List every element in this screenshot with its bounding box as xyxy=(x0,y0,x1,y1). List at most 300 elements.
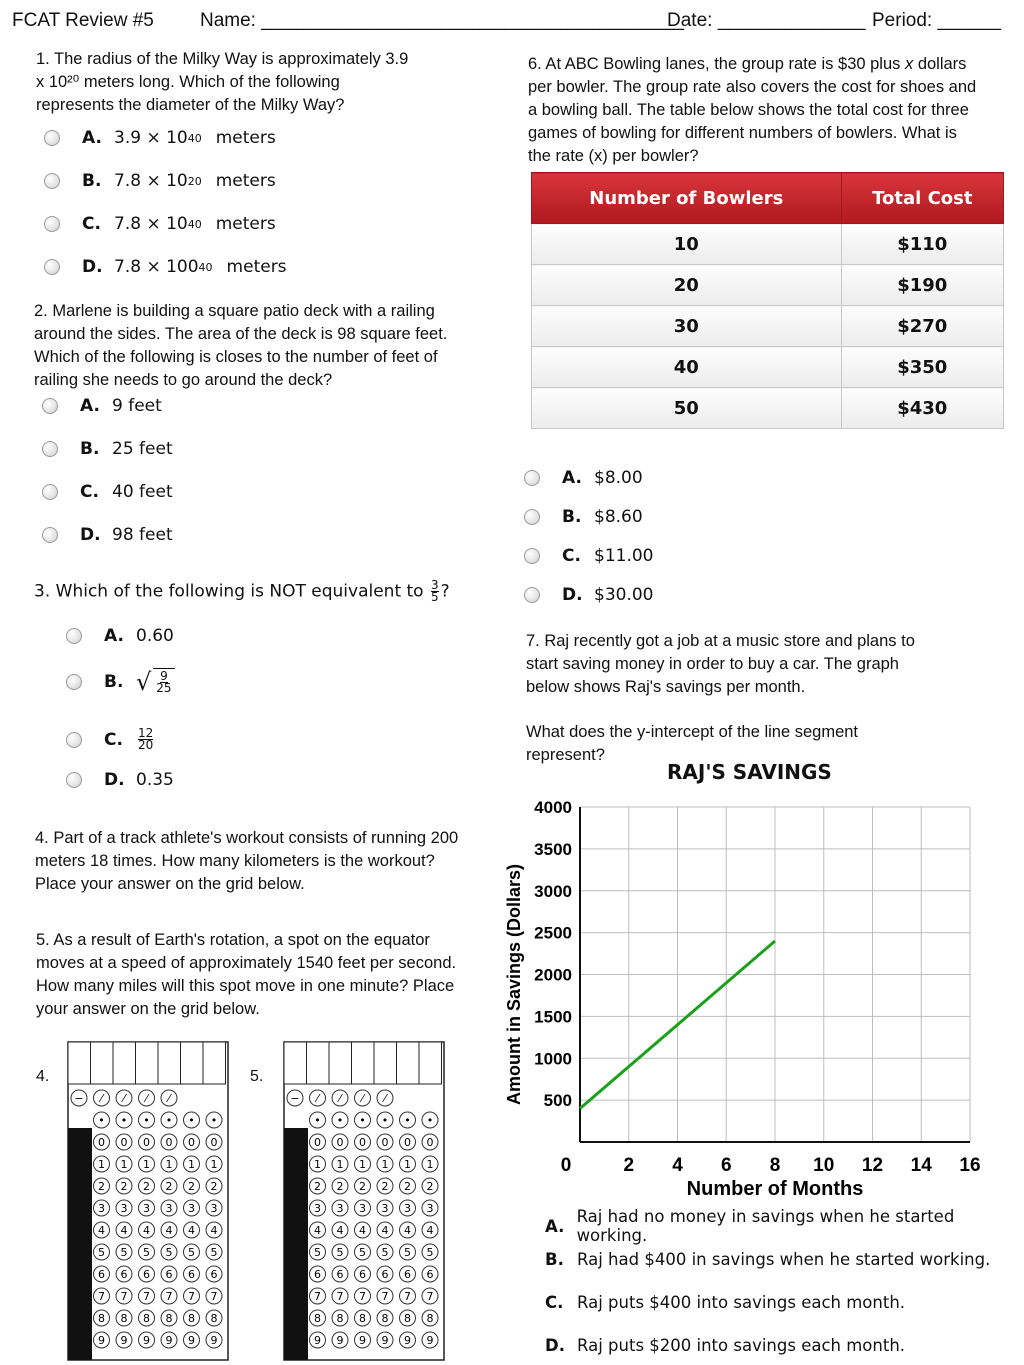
grid5-answer-box[interactable] xyxy=(329,1042,352,1084)
grid5-digit-bubble[interactable] xyxy=(332,1266,348,1282)
worksheet-title: FCAT Review #5 xyxy=(12,10,154,31)
grid4-digit-bubble[interactable] xyxy=(184,1266,200,1282)
svg-text:⁄: ⁄ xyxy=(316,1092,319,1105)
grid4-digit-bubble[interactable] xyxy=(139,1156,155,1172)
svg-text:7: 7 xyxy=(98,1290,105,1303)
grid5-digit-bubble[interactable] xyxy=(377,1222,393,1238)
option-value: $30.00 xyxy=(594,585,654,605)
option-letter: A. xyxy=(80,396,100,416)
svg-text:8: 8 xyxy=(210,1312,218,1325)
grid4-digit-bubble[interactable] xyxy=(184,1244,200,1260)
svg-text:5: 5 xyxy=(143,1246,150,1259)
grid5-digit-bubble[interactable] xyxy=(355,1156,371,1172)
grid5-digit-bubble[interactable] xyxy=(332,1310,348,1326)
grid4-digit-bubble[interactable] xyxy=(94,1310,110,1326)
grid5-digit-bubble[interactable] xyxy=(377,1332,393,1348)
svg-text:3: 3 xyxy=(359,1202,366,1215)
grid4-digit-bubble[interactable] xyxy=(94,1222,110,1238)
radio-button[interactable] xyxy=(44,259,60,275)
grid5-digit-bubble[interactable] xyxy=(332,1222,348,1238)
grid4-digit-bubble[interactable] xyxy=(161,1200,177,1216)
svg-text:8: 8 xyxy=(165,1312,173,1325)
q1-option-a[interactable] xyxy=(44,128,276,148)
svg-text:9: 9 xyxy=(165,1334,173,1347)
grid5-decimal-bubble[interactable] xyxy=(310,1112,326,1128)
svg-text:6: 6 xyxy=(314,1268,321,1281)
grid4-digit-bubble[interactable] xyxy=(184,1332,200,1348)
grid5-digit-bubble[interactable] xyxy=(355,1200,371,1216)
grid5-digit-bubble[interactable] xyxy=(310,1178,326,1194)
svg-text:0: 0 xyxy=(404,1136,411,1149)
grid4-digit-bubble[interactable] xyxy=(116,1332,132,1348)
svg-text:9: 9 xyxy=(359,1334,366,1347)
q3-option-c[interactable] xyxy=(66,728,155,751)
cost-cell: $430 xyxy=(841,388,1003,429)
grid4-decimal-bubble[interactable] xyxy=(139,1112,155,1128)
grid4-answer-box[interactable] xyxy=(91,1042,114,1084)
svg-text:8: 8 xyxy=(381,1312,389,1325)
grid5-decimal-bubble[interactable] xyxy=(377,1112,393,1128)
option-value: 9 feet xyxy=(112,396,162,416)
grid4-slash-bubble[interactable] xyxy=(116,1090,132,1106)
svg-text:8: 8 xyxy=(336,1312,344,1325)
svg-text:2: 2 xyxy=(143,1180,150,1193)
grid5-digit-bubble[interactable] xyxy=(377,1178,393,1194)
option-letter: B. xyxy=(104,672,124,692)
grid4-digit-bubble[interactable] xyxy=(139,1310,155,1326)
svg-text:4: 4 xyxy=(188,1224,195,1237)
grid4-digit-bubble[interactable] xyxy=(116,1244,132,1260)
grid5-digit-bubble[interactable] xyxy=(422,1332,438,1348)
grid4-answer-box[interactable] xyxy=(68,1042,91,1084)
grid4-digit-bubble[interactable] xyxy=(206,1288,222,1304)
svg-text:⁄: ⁄ xyxy=(361,1092,364,1105)
svg-text:8: 8 xyxy=(314,1312,321,1325)
grid4-digit-bubble[interactable] xyxy=(139,1178,155,1194)
grid4-decimal-bubble[interactable] xyxy=(94,1112,110,1128)
grid5-digit-bubble[interactable] xyxy=(332,1178,348,1194)
q6-option-c[interactable] xyxy=(524,546,653,566)
grid4-answer-box[interactable] xyxy=(158,1042,181,1084)
svg-text:7: 7 xyxy=(359,1290,366,1303)
grid4-digit-bubble[interactable] xyxy=(116,1310,132,1326)
table-row xyxy=(532,306,1004,347)
svg-text:5: 5 xyxy=(336,1246,344,1259)
grid4-slash-bubble[interactable] xyxy=(161,1090,177,1106)
q1-option-c[interactable] xyxy=(44,214,276,234)
svg-text:•: • xyxy=(120,1114,128,1127)
grid4-digit-bubble[interactable] xyxy=(94,1200,110,1216)
svg-text:6: 6 xyxy=(404,1268,411,1281)
radio-button[interactable] xyxy=(42,527,58,543)
svg-text:3: 3 xyxy=(210,1202,218,1215)
grid5-answer-box[interactable] xyxy=(419,1042,442,1084)
chart-title: RAJ'S SAVINGS xyxy=(667,760,832,784)
grid5-decimal-bubble[interactable] xyxy=(332,1112,348,1128)
grid4-digit-bubble[interactable] xyxy=(94,1332,110,1348)
svg-text:⁄: ⁄ xyxy=(123,1092,125,1105)
grid4-digit-bubble[interactable] xyxy=(161,1134,177,1150)
grid4-digit-bubble[interactable] xyxy=(206,1134,222,1150)
grid4-digit-bubble[interactable] xyxy=(161,1178,177,1194)
grid4-digit-bubble[interactable] xyxy=(161,1310,177,1326)
grid4-answer-box[interactable] xyxy=(203,1042,226,1084)
grid5-digit-bubble[interactable] xyxy=(377,1266,393,1282)
q2-option-a[interactable] xyxy=(42,396,162,416)
svg-text:9: 9 xyxy=(404,1334,411,1347)
radio-button[interactable] xyxy=(66,732,82,748)
option-letter: C. xyxy=(545,1293,564,1312)
grid4-digit-bubble[interactable] xyxy=(206,1332,222,1348)
q6-option-d[interactable] xyxy=(524,585,653,605)
option-letter: D. xyxy=(80,525,101,545)
svg-text:1: 1 xyxy=(426,1158,434,1171)
cost-cell: $190 xyxy=(841,265,1003,306)
grid5-digit-bubble[interactable] xyxy=(377,1134,393,1150)
grid5-digit-bubble[interactable] xyxy=(310,1222,326,1238)
svg-text:6: 6 xyxy=(359,1268,366,1281)
y-tick-label: 500 xyxy=(543,1091,572,1111)
grid5-digit-bubble[interactable] xyxy=(355,1178,371,1194)
grid5-digit-bubble[interactable] xyxy=(310,1244,326,1260)
grid4-digit-bubble[interactable] xyxy=(116,1288,132,1304)
grid4-digit-bubble[interactable] xyxy=(139,1222,155,1238)
svg-text:3: 3 xyxy=(120,1202,128,1215)
grid5-digit-bubble[interactable] xyxy=(310,1266,326,1282)
svg-text:⁄: ⁄ xyxy=(384,1092,386,1105)
q2-option-c[interactable] xyxy=(42,482,173,502)
grid5-digit-bubble[interactable] xyxy=(332,1332,348,1348)
svg-text:9: 9 xyxy=(188,1334,195,1347)
grid5-digit-bubble[interactable] xyxy=(355,1332,371,1348)
grid5-digit-bubble[interactable] xyxy=(400,1178,416,1194)
svg-text:7: 7 xyxy=(314,1290,321,1303)
option-value: Raj had no money in savings when he started working. xyxy=(576,1207,955,1245)
q6-option-b[interactable] xyxy=(524,507,643,527)
grid4-digit-bubble[interactable] xyxy=(206,1222,222,1238)
grid5-digit-bubble[interactable] xyxy=(400,1222,416,1238)
grid5-digit-bubble[interactable] xyxy=(355,1266,371,1282)
grid5-slash-bubble[interactable] xyxy=(310,1090,326,1106)
svg-text:6: 6 xyxy=(336,1268,344,1281)
grid4-digit-bubble[interactable] xyxy=(116,1222,132,1238)
svg-text:5: 5 xyxy=(98,1246,105,1259)
svg-text:•: • xyxy=(314,1114,321,1127)
grid4-digit-bubble[interactable] xyxy=(139,1244,155,1260)
q2-option-d[interactable] xyxy=(42,525,173,545)
grid4-slash-bubble[interactable] xyxy=(139,1090,155,1106)
grid5-slash-bubble[interactable] xyxy=(377,1090,393,1106)
radio-button[interactable] xyxy=(524,587,540,603)
x-tick-label: 2 xyxy=(623,1155,635,1176)
svg-text:•: • xyxy=(359,1114,366,1127)
radio-button[interactable] xyxy=(42,484,58,500)
option-value: $8.60 xyxy=(594,507,643,527)
grid5-digit-bubble[interactable] xyxy=(332,1244,348,1260)
svg-text:3: 3 xyxy=(314,1202,321,1215)
grid5-slash-bubble[interactable] xyxy=(332,1090,348,1106)
q7-option-b[interactable] xyxy=(545,1250,990,1269)
grid5-digit-bubble[interactable] xyxy=(422,1178,438,1194)
option-letter: C. xyxy=(82,214,101,234)
q7-option-d[interactable] xyxy=(545,1336,905,1355)
grid5-digit-bubble[interactable] xyxy=(332,1200,348,1216)
grid4-digit-bubble[interactable] xyxy=(161,1156,177,1172)
q3-option-a[interactable] xyxy=(66,626,174,646)
y-tick-label: 3500 xyxy=(534,839,572,859)
grid4-digit-bubble[interactable] xyxy=(139,1332,155,1348)
svg-text:7: 7 xyxy=(210,1290,218,1303)
grid5-digit-bubble[interactable] xyxy=(422,1244,438,1260)
answer-grid-5[interactable] xyxy=(282,1040,447,1362)
q7-option-c[interactable] xyxy=(545,1293,905,1312)
grid4-digit-bubble[interactable] xyxy=(206,1266,222,1282)
svg-text:6: 6 xyxy=(120,1268,128,1281)
grid5-digit-bubble[interactable] xyxy=(310,1310,326,1326)
answer-grid-4[interactable] xyxy=(66,1040,231,1362)
grid4-answer-box[interactable] xyxy=(181,1042,204,1084)
grid5-digit-bubble[interactable] xyxy=(422,1288,438,1304)
svg-text:3: 3 xyxy=(381,1202,389,1215)
grid4-digit-bubble[interactable] xyxy=(94,1178,110,1194)
grid4-digit-bubble[interactable] xyxy=(184,1178,200,1194)
grid5-digit-bubble[interactable] xyxy=(400,1134,416,1150)
grid5-digit-bubble[interactable] xyxy=(422,1310,438,1326)
grid5-digit-bubble[interactable] xyxy=(332,1134,348,1150)
grid5-answer-box[interactable] xyxy=(284,1042,307,1084)
table-row xyxy=(532,347,1004,388)
grid4-digit-bubble[interactable] xyxy=(94,1244,110,1260)
x-tick-label: 8 xyxy=(769,1155,781,1176)
svg-text:1: 1 xyxy=(188,1158,195,1171)
grid4-digit-bubble[interactable] xyxy=(184,1310,200,1326)
grid4-digit-bubble[interactable] xyxy=(116,1266,132,1282)
grid5-digit-bubble[interactable] xyxy=(332,1156,348,1172)
name-field: Name: ________________________________________ xyxy=(200,10,684,31)
radio-button[interactable] xyxy=(66,772,82,788)
grid5-digit-bubble[interactable] xyxy=(400,1244,416,1260)
svg-text:1: 1 xyxy=(336,1158,344,1171)
grid4-digit-bubble[interactable] xyxy=(161,1332,177,1348)
grid4-digit-bubble[interactable] xyxy=(94,1288,110,1304)
radio-button[interactable] xyxy=(524,470,540,486)
grid5-slash-bubble[interactable] xyxy=(355,1090,371,1106)
svg-text:4: 4 xyxy=(314,1224,321,1237)
grid5-digit-bubble[interactable] xyxy=(355,1222,371,1238)
svg-text:9: 9 xyxy=(120,1334,128,1347)
bowlers-cell: 50 xyxy=(532,388,842,429)
grid5-digit-bubble[interactable] xyxy=(422,1200,438,1216)
radio-button[interactable] xyxy=(66,674,82,690)
option-value: 7.8 × 10 xyxy=(114,171,188,191)
grid5-digit-bubble[interactable] xyxy=(310,1288,326,1304)
grid4-digit-bubble[interactable] xyxy=(184,1200,200,1216)
grid5-decimal-bubble[interactable] xyxy=(355,1112,371,1128)
option-letter: D. xyxy=(104,770,125,790)
grid4-digit-bubble[interactable] xyxy=(184,1288,200,1304)
grid5-digit-bubble[interactable] xyxy=(377,1310,393,1326)
svg-text:9: 9 xyxy=(336,1334,344,1347)
svg-text:1: 1 xyxy=(165,1158,173,1171)
radio-button[interactable] xyxy=(66,628,82,644)
grid4-answer-box[interactable] xyxy=(113,1042,136,1084)
option-unit: meters xyxy=(215,214,276,234)
grid4-minus-bubble[interactable] xyxy=(71,1090,87,1106)
grid4-digit-bubble[interactable] xyxy=(206,1244,222,1260)
bowling-table xyxy=(531,172,1004,429)
grid5-digit-bubble[interactable] xyxy=(400,1156,416,1172)
grid4-digit-bubble[interactable] xyxy=(161,1288,177,1304)
x-tick-label: 0 xyxy=(560,1155,572,1176)
grid4-digit-bubble[interactable] xyxy=(184,1134,200,1150)
svg-text:7: 7 xyxy=(165,1290,173,1303)
grid5-digit-bubble[interactable] xyxy=(310,1332,326,1348)
grid5-answer-box[interactable] xyxy=(374,1042,397,1084)
option-letter: A. xyxy=(562,468,582,488)
grid5-digit-bubble[interactable] xyxy=(400,1310,416,1326)
grid4-digit-bubble[interactable] xyxy=(116,1200,132,1216)
option-exponent: 40 xyxy=(187,131,202,145)
svg-text:1: 1 xyxy=(381,1158,389,1171)
grid5-digit-bubble[interactable] xyxy=(377,1156,393,1172)
q3-option-b[interactable] xyxy=(66,668,177,696)
grid4-decimal-bubble[interactable] xyxy=(161,1112,177,1128)
sqrt-expression: √ $\frac{9}{25}$ xyxy=(136,668,177,696)
svg-text:4: 4 xyxy=(98,1224,105,1237)
grid5-digit-bubble[interactable] xyxy=(355,1134,371,1150)
svg-text:6: 6 xyxy=(98,1268,105,1281)
option-value: 0.60 xyxy=(136,626,174,646)
grid4-answer-box[interactable] xyxy=(136,1042,159,1084)
grid4-digit-bubble[interactable] xyxy=(206,1156,222,1172)
sqrt-icon: √ xyxy=(136,668,152,696)
grid5-digit-bubble[interactable] xyxy=(355,1310,371,1326)
grid5-digit-bubble[interactable] xyxy=(310,1156,326,1172)
bowlers-cell: 30 xyxy=(532,306,842,347)
svg-text:8: 8 xyxy=(98,1312,105,1325)
svg-text:4: 4 xyxy=(359,1224,366,1237)
grid4-slash-bubble[interactable] xyxy=(94,1090,110,1106)
question-4-text: 4. Part of a track athlete's workout consists of running 200 meters 18 times. How many kilometers is the workout? Place your answer on the grid below. xyxy=(35,829,459,893)
svg-text:2: 2 xyxy=(210,1180,218,1193)
column-header-bowlers: Number of Bowlers xyxy=(532,173,842,224)
x-tick-label: 6 xyxy=(720,1155,732,1176)
svg-text:3: 3 xyxy=(336,1202,344,1215)
grid4-digit-bubble[interactable] xyxy=(139,1266,155,1282)
grid-label-5: 5. xyxy=(250,1068,264,1085)
grid4-digit-bubble[interactable] xyxy=(139,1200,155,1216)
grid5-digit-bubble[interactable] xyxy=(355,1288,371,1304)
svg-text:•: • xyxy=(210,1114,218,1127)
grid5-answer-box[interactable] xyxy=(397,1042,420,1084)
grid5-digit-bubble[interactable] xyxy=(310,1134,326,1150)
option-letter: C. xyxy=(104,729,123,750)
fraction: $\frac{12}{20}$ xyxy=(138,726,154,752)
svg-text:5: 5 xyxy=(359,1246,366,1259)
svg-text:1: 1 xyxy=(314,1158,321,1171)
grid5-digit-bubble[interactable] xyxy=(422,1266,438,1282)
grid4-digit-bubble[interactable] xyxy=(139,1134,155,1150)
radio-button[interactable] xyxy=(44,173,60,189)
grid5-digit-bubble[interactable] xyxy=(377,1244,393,1260)
grid4-digit-bubble[interactable] xyxy=(184,1156,200,1172)
grid4-digit-bubble[interactable] xyxy=(184,1222,200,1238)
option-unit: meters xyxy=(215,171,276,191)
grid4-digit-bubble[interactable] xyxy=(94,1266,110,1282)
q1-option-d[interactable] xyxy=(44,257,287,277)
grid4-digit-bubble[interactable] xyxy=(94,1156,110,1172)
grid5-minus-bubble[interactable] xyxy=(287,1090,303,1106)
svg-text:1: 1 xyxy=(210,1158,218,1171)
grid4-digit-bubble[interactable] xyxy=(206,1178,222,1194)
grid5-digit-bubble[interactable] xyxy=(377,1200,393,1216)
grid4-digit-bubble[interactable] xyxy=(139,1288,155,1304)
grid5-digit-bubble[interactable] xyxy=(332,1288,348,1304)
option-value: 7.8 × 10 xyxy=(114,214,188,234)
grid5-digit-bubble[interactable] xyxy=(400,1332,416,1348)
option-letter: B. xyxy=(80,439,100,459)
grid5-decimal-bubble[interactable] xyxy=(422,1112,438,1128)
grid5-digit-bubble[interactable] xyxy=(355,1244,371,1260)
grid5-answer-box[interactable] xyxy=(307,1042,330,1084)
q3-option-d[interactable] xyxy=(66,770,174,790)
grid5-digit-bubble[interactable] xyxy=(400,1266,416,1282)
radio-button[interactable] xyxy=(524,548,540,564)
grid5-answer-box[interactable] xyxy=(352,1042,375,1084)
grid5-digit-bubble[interactable] xyxy=(310,1200,326,1216)
y-axis-label: Amount in Savings (Dollars) xyxy=(504,863,524,1106)
radio-button[interactable] xyxy=(42,398,58,414)
grid4-digit-bubble[interactable] xyxy=(94,1134,110,1150)
radio-button[interactable] xyxy=(524,509,540,525)
grid4-digit-bubble[interactable] xyxy=(161,1244,177,1260)
svg-text:•: • xyxy=(336,1114,344,1127)
grid4-digit-bubble[interactable] xyxy=(116,1178,132,1194)
grid4-digit-bubble[interactable] xyxy=(206,1200,222,1216)
grid5-digit-bubble[interactable] xyxy=(422,1134,438,1150)
radio-button[interactable] xyxy=(44,216,60,232)
grid5-digit-bubble[interactable] xyxy=(422,1156,438,1172)
grid5-digit-bubble[interactable] xyxy=(377,1288,393,1304)
q2-option-b[interactable] xyxy=(42,439,173,459)
svg-text:5: 5 xyxy=(314,1246,321,1259)
svg-text:2: 2 xyxy=(426,1180,434,1193)
q7-option-a[interactable] xyxy=(545,1207,1024,1245)
grid4-decimal-bubble[interactable] xyxy=(206,1112,222,1128)
option-letter: D. xyxy=(562,585,583,605)
grid4-digit-bubble[interactable] xyxy=(161,1222,177,1238)
radio-button[interactable] xyxy=(42,441,58,457)
question-5-text: 5. As a result of Earth's rotation, a spot on the equator moves at a speed of approximately 1540 feet per second. How many miles will this spot move in one minute? Place your answer on the grid below. xyxy=(36,931,457,1018)
grid4-digit-bubble[interactable] xyxy=(161,1266,177,1282)
grid5-digit-bubble[interactable] xyxy=(422,1222,438,1238)
grid4-decimal-bubble[interactable] xyxy=(184,1112,200,1128)
svg-text:0: 0 xyxy=(120,1136,128,1149)
grid4-digit-bubble[interactable] xyxy=(116,1156,132,1172)
grid4-digit-bubble[interactable] xyxy=(206,1310,222,1326)
grid5-digit-bubble[interactable] xyxy=(400,1200,416,1216)
q1-option-b[interactable] xyxy=(44,171,276,191)
grid4-decimal-bubble[interactable] xyxy=(116,1112,132,1128)
radio-button[interactable] xyxy=(44,130,60,146)
grid5-decimal-bubble[interactable] xyxy=(400,1112,416,1128)
q6-option-a[interactable] xyxy=(524,468,643,488)
grid4-digit-bubble[interactable] xyxy=(116,1134,132,1150)
grid-label-4: 4. xyxy=(36,1068,50,1085)
grid5-digit-bubble[interactable] xyxy=(400,1288,416,1304)
option-value: 7.8 × 100 xyxy=(114,257,199,277)
question-3-text: 3. Which of the following is NOT equivalent to $\frac{3}{5}$ ? xyxy=(34,578,450,604)
